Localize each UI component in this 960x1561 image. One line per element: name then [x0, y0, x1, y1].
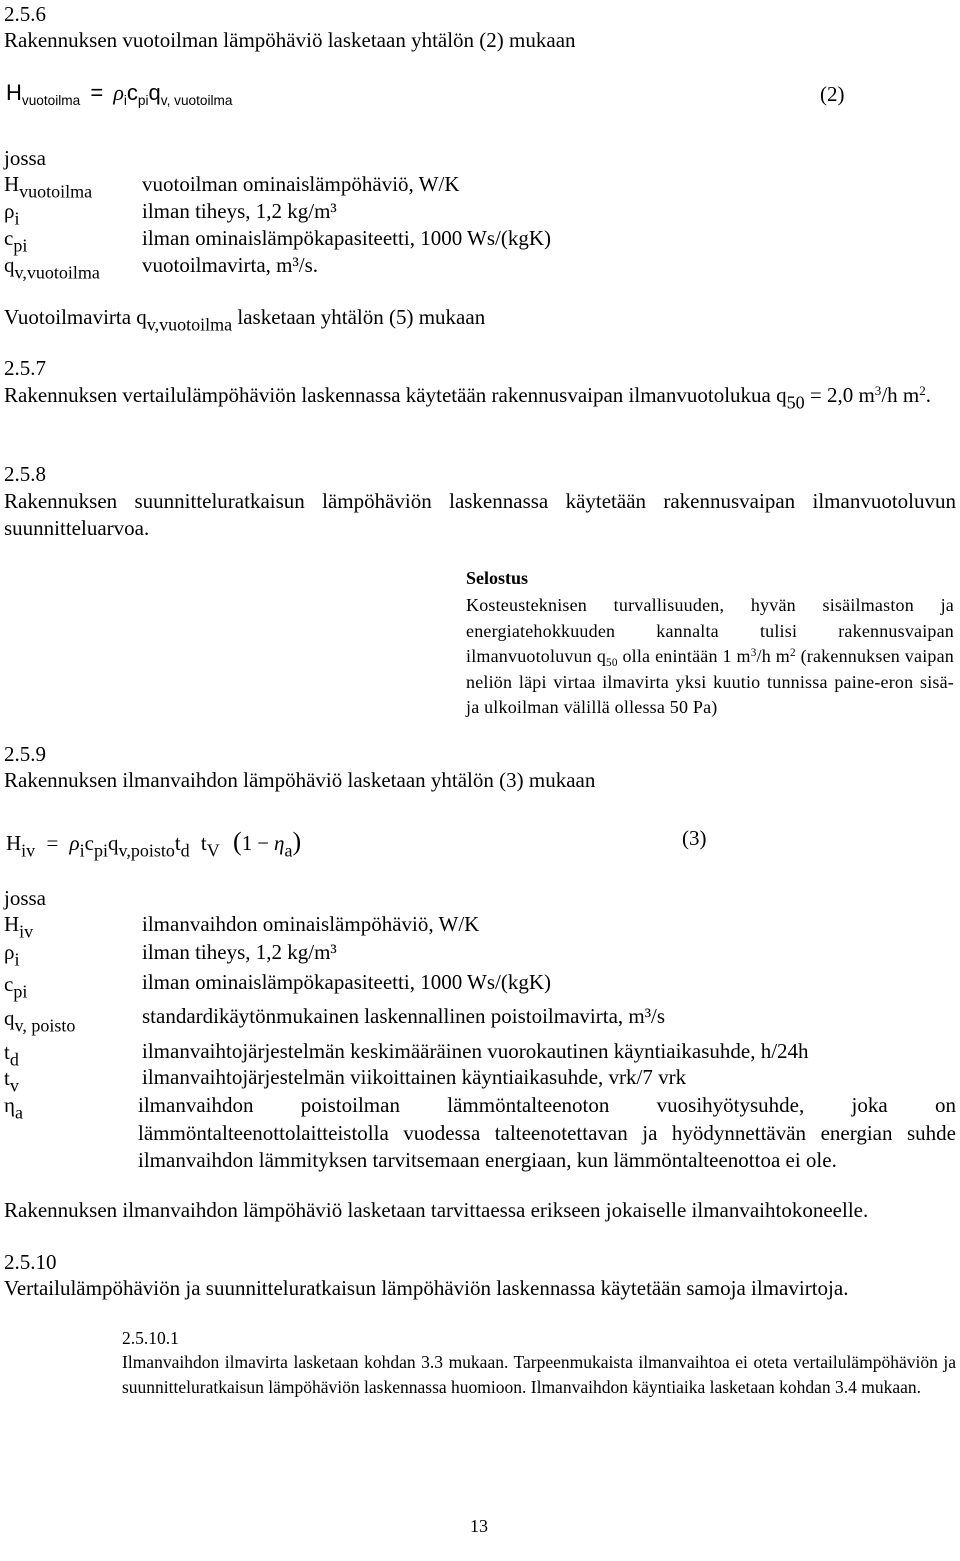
flow-sentence: Vuotoilmavirta $q_{v,vuotoilma}$ lasketaan yhtälön (5) mukaan [4, 305, 486, 335]
section-number-2-5-8: 2.5.8 [4, 462, 46, 486]
def-symbol: $t_v$ [4, 1066, 19, 1096]
section-2-5-6-intro: Rakennuksen vuotoilman lämpöhäviö lasketaan yhtälön (2) mukaan [4, 28, 576, 52]
equation-3: $H_{iv} = \rho_ic_{pi}q_{v,poisto}t_d$ $t_V$ $(1 - \eta_a)$ [6, 827, 302, 861]
def-symbol: $c_{pi}$ [4, 226, 28, 256]
def-description: vuotoilmavirta, m³/s. [142, 253, 319, 277]
def-symbol: $H_{iv}$ [4, 912, 34, 942]
def-description: ilmanvaihdon ominaislämpöhäviö, W/K [142, 912, 480, 936]
page-number: 13 [470, 1516, 488, 1536]
selostus-text: Kosteusteknisen turvallisuuden, hyvän sisäilmaston ja energiatehokkuuden kannalta tulisi rakennusvaipan ilmanvuotoluvun $q_{50}$ olla enintään 1 $m^3/h$ $m^2$ (rakennuksen vaipan neliön läpi virtaa ilmavirta yksi kuutio tunnissa paine-eron sisä- ja ulkoilman välillä ollessa 50 Pa) [466, 595, 954, 717]
def-symbol: $H_{vuotoilma}$ [4, 172, 93, 202]
section-number-2-5-9: 2.5.9 [4, 742, 46, 766]
section-number-2-5-7: 2.5.7 [4, 356, 46, 380]
def-description: ilman tiheys, 1,2 kg/m³ [142, 940, 337, 964]
equation-2: $H_{vuotoilma} = \rho_ic_{pi}q_{v, vuotoilma}$ [6, 80, 233, 108]
section-number-2-5-10-1: 2.5.10.1 [122, 1328, 179, 1348]
section-number-2-5-6: 2.5.6 [4, 2, 46, 26]
section-2-5-10-1-text: Ilmanvaihdon ilmavirta lasketaan kohdan 3.3 mukaan. Tarpeenmukaista ilmanvaihtoa ei oteta vertailulämpöhäviön ja suunnitteluratkaisun lämpöhäviön laskennassa huomioon. Ilmanvaihdon käyntiaika lasketaan kohdan 3.4 mukaan. [122, 1352, 956, 1397]
section-2-5-10-text: Vertailulämpöhäviön ja suunnitteluratkaisun lämpöhäviön laskennassa käytetään samoja ilmavirtoja. [4, 1276, 849, 1300]
section-2-5-8-text: Rakennuksen suunnitteluratkaisun lämpöhäviön laskennassa käytetään rakennusvaipan ilmanvuotoluvun suunnitteluarvoa. [4, 489, 956, 540]
def-description: standardikäytönmukainen laskennallinen poistoilmavirta, m³/s [142, 1004, 666, 1028]
def-description: ilman tiheys, 1,2 kg/m³ [142, 199, 337, 223]
def-description: ilman ominaislämpökapasiteetti, 1000 Ws/(kgK) [142, 226, 552, 250]
def-description: vuotoilman ominaislämpöhäviö, W/K [142, 172, 460, 196]
def-symbol: $c_{pi}$ [4, 972, 28, 1002]
selostus-title: Selostus [466, 568, 529, 588]
def-symbol: $t_d$ [4, 1040, 19, 1070]
def-description: ilmanvaihdon poistoilman lämmöntalteenoton vuosihyötysuhde, joka on lämmöntalteenottolaitteistolla vuodessa talteenotettavan ja hyödynnettävän energian suhde ilmanvaihdon lämmityksen tarvitsemaan energiaan, kun lämmöntalteenottoa ei ole. [138, 1093, 956, 1172]
def-description: ilman ominaislämpökapasiteetti, 1000 Ws/(kgK) [142, 970, 552, 994]
equation-2-number: (2) [820, 82, 845, 106]
section-2-5-7-text: Rakennuksen vertailulämpöhäviön laskennassa käytetään rakennusvaipan ilmanvuotolukua $q_{50} = 2,0$ $m^3/h$ $m^2$. [4, 382, 931, 413]
equation-3-number: (3) [682, 826, 707, 850]
closing-sentence: Rakennuksen ilmanvaihdon lämpöhäviö lasketaan tarvittaessa erikseen jokaiselle ilmanvaihtokoneelle. [4, 1198, 869, 1222]
section-2-5-9-intro: Rakennuksen ilmanvaihdon lämpöhäviö lasketaan yhtälön (3) mukaan [4, 768, 596, 792]
def-symbol: $\rho_i$ [4, 940, 20, 970]
def-description: ilmanvaihtojärjestelmän viikoittainen käyntiaikasuhde, vrk/7 vrk [142, 1065, 687, 1089]
def-symbol: $q_{v, poisto}$ [4, 1006, 76, 1036]
def-description: ilmanvaihtojärjestelmän keskimääräinen vuorokautinen käyntiaikasuhde, h/24h [142, 1039, 809, 1063]
def-symbol: $q_{v,vuotoilma}$ [4, 253, 100, 283]
def-symbol: $\eta_a$ [4, 1093, 23, 1123]
jossa-label-1: jossa [4, 146, 46, 170]
def-symbol: $\rho_i$ [4, 199, 20, 229]
section-number-2-5-10: 2.5.10 [4, 1250, 57, 1274]
jossa-label-2: jossa [4, 886, 46, 910]
